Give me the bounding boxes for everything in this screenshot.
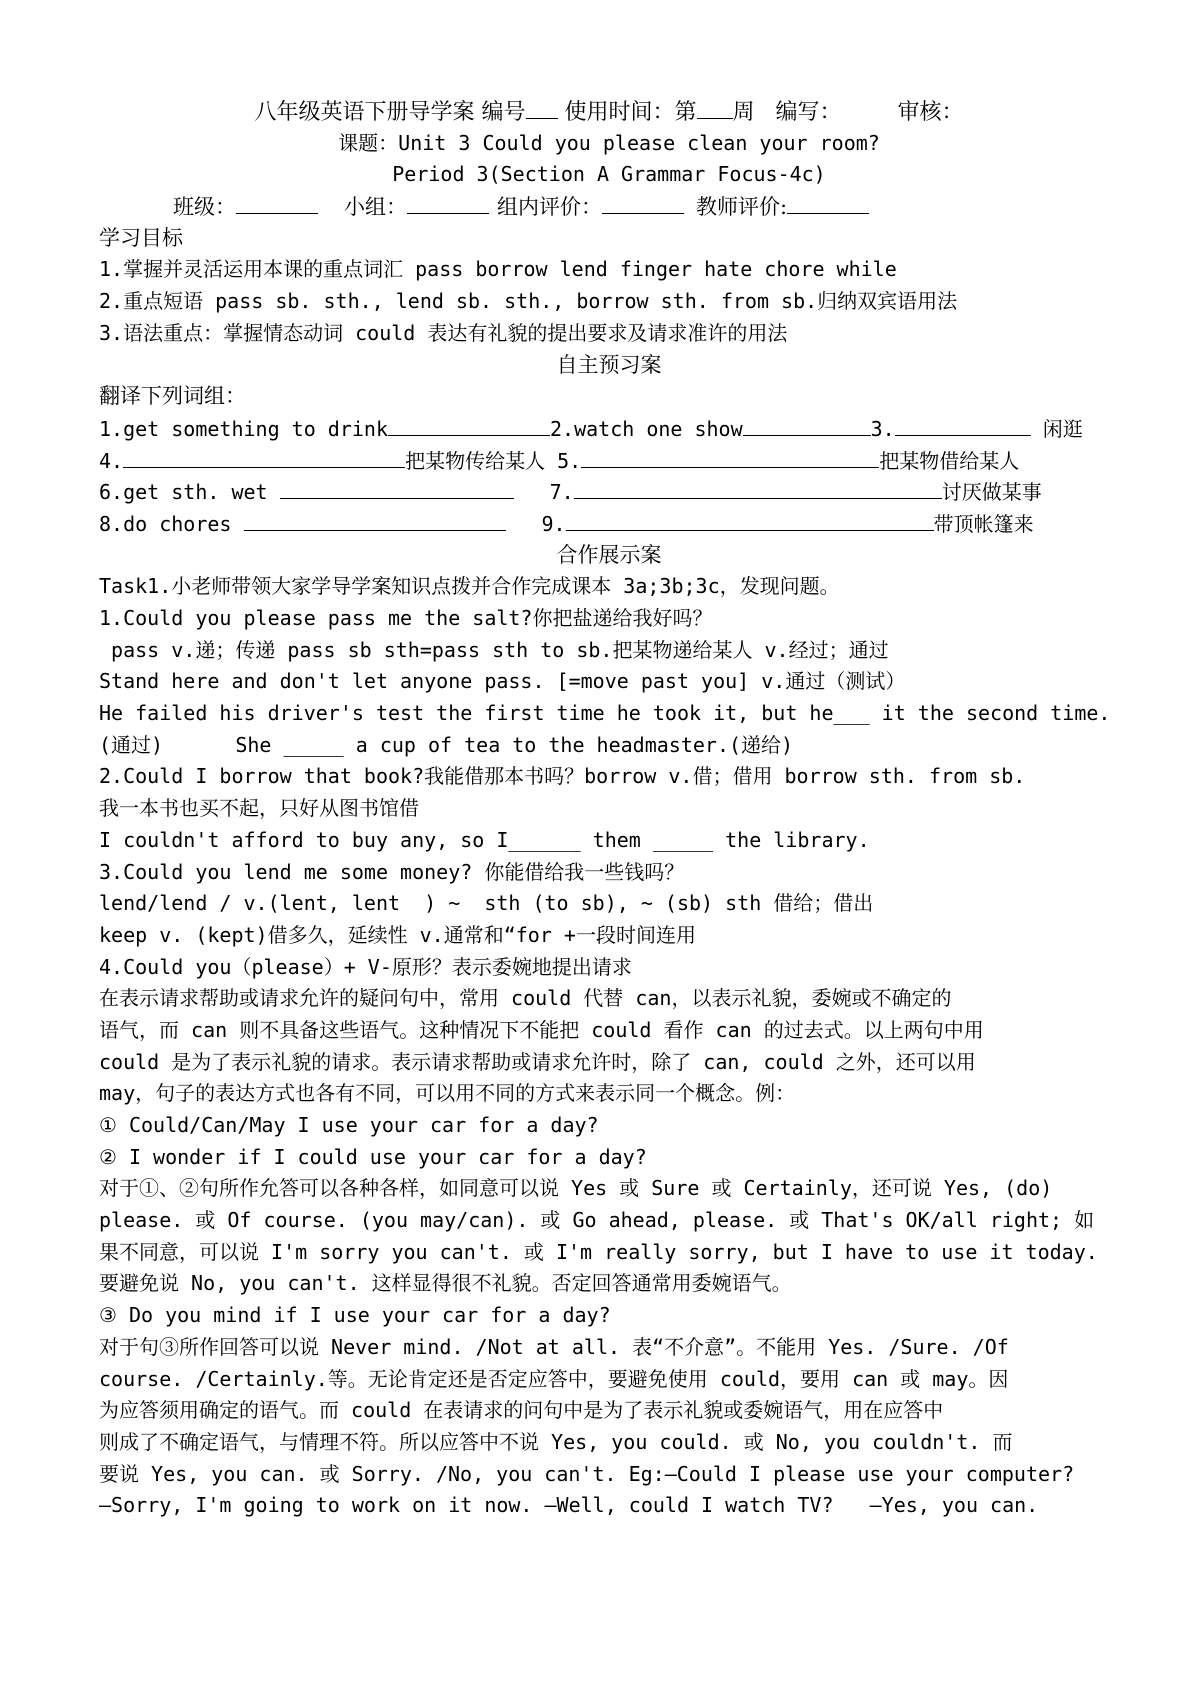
teacher-eval-label: 教师评价: xyxy=(696,195,788,220)
answer-blank xyxy=(581,445,879,468)
phrase-row-3 xyxy=(99,476,1119,508)
body-line: 要说 Yes, you can. 或 Sorry. /No, you can't. Eg:—Could I please use your computer? xyxy=(99,1461,1075,1486)
answer-blank xyxy=(244,508,506,531)
group-label: 小组： xyxy=(344,195,407,220)
body-line: He failed his driver's test the first time he took it, but he___ it the second time. xyxy=(99,701,1111,726)
answer-blank xyxy=(743,413,871,436)
answer-blank xyxy=(388,413,550,436)
phrase-row-1 xyxy=(99,413,1119,445)
body-line: ① Could/Can/May I use your car for a day? xyxy=(99,1113,599,1137)
objective-item: 2.重点短语 pass sb. sth., lend sb. sth., borrow sth. from sb.归纳双宾语用法 xyxy=(99,289,958,314)
body-line: 我一本书也买不起，只好从图书馆借 xyxy=(99,796,419,821)
answer-blank xyxy=(895,413,1031,436)
body-line: 在表示请求帮助或请求允许的疑问句中，常用 could 代替 can，以表示礼貌，委婉或不确定的 xyxy=(99,986,952,1011)
cooperation-heading: 合作展示案 xyxy=(556,542,662,567)
title-text: 周 编写： 审核： xyxy=(732,100,964,125)
class-blank xyxy=(236,191,318,214)
body-line: 1.Could you please pass me the salt?你把盐递给我好吗？ xyxy=(99,606,713,630)
group-blank xyxy=(407,191,489,214)
phrase-row-2 xyxy=(99,445,1119,477)
body-line: —Sorry, I'm going to work on it now. —Well, could I watch TV? —Yes, you can. xyxy=(99,1493,1039,1518)
preview-instruction: 翻译下列词组： xyxy=(99,384,246,409)
objectives-heading: 学习目标 xyxy=(99,225,183,250)
group-eval-blank xyxy=(602,191,684,214)
objective-item: 3.语法重点：掌握情态动词 could 表达有礼貌的提出要求及请求准许的用法 xyxy=(99,320,788,345)
body-line: keep v. (kept)借多久，延续性 v.通常和“for +一段时间连用 xyxy=(99,922,696,947)
body-line: 对于①、②句所作允答可以各种各样，如同意可以说 Yes 或 Sure 或 Certainly，还可说 Yes, (do) xyxy=(99,1176,1053,1201)
body-line: 果不同意，可以说 I'm sorry you can't. 或 I'm really sorry, but I have to use it today. xyxy=(99,1239,1098,1264)
phrase-item: 7. xyxy=(549,480,574,505)
body-line: I couldn't afford to buy any, so I______ them _____ the library. xyxy=(99,827,870,852)
phrase-item: 1.get something to drink xyxy=(99,416,388,441)
teacher-eval-blank xyxy=(787,191,869,214)
phrase-item: 3. xyxy=(870,416,895,441)
body-line: ② I wonder if I could use your car for a day? xyxy=(99,1144,647,1169)
body-line: (通过) She _____ a cup of tea to the headmaster.(递给) xyxy=(99,732,794,757)
worksheet-page xyxy=(99,96,1119,1522)
phrase-row-4 xyxy=(99,508,1119,540)
phrase-item: 4. xyxy=(99,448,124,473)
body-line: may，句子的表达方式也各有不同，可以用不同的方式来表示同一个概念。例： xyxy=(99,1081,796,1106)
body-line: 则成了不确定语气，与情理不符。所以应答中不说 Yes, you could. 或 No, you couldn't. 而 xyxy=(99,1429,1013,1454)
phrase-item: 8.do chores xyxy=(99,511,244,536)
answer-blank xyxy=(280,476,514,499)
body-line: 语气，而 can 则不具备这些语气。这种情况下不能把 could 看作 can 的过去式。以上两句中用 xyxy=(99,1017,984,1042)
phrase-item: 2.watch one show xyxy=(549,416,743,441)
phrase-item: 把某物传给某人 5. xyxy=(405,448,582,473)
phrase-item: 6.get sth. wet xyxy=(99,480,280,505)
body-line: course. /Certainly.等。无论肯定还是否定应答中，要避免使用 could，要用 can 或 may。因 xyxy=(99,1366,1009,1391)
number-blank xyxy=(526,96,558,119)
body-line: 对于句③所作回答可以说 Never mind. /Not at all. 表“不介意”。不能用 Yes. /Sure. /Of xyxy=(99,1334,1009,1359)
body-line: please. 或 Of course. (you may/can). 或 Go ahead, please. 或 That's OK/all right; 如 xyxy=(99,1208,1095,1233)
phrase-item: 带顶帐篷来 xyxy=(933,511,1034,536)
body-line: Stand here and don't let anyone pass. [=move past you] v.通过（测试） xyxy=(99,669,906,694)
body-line: 2.Could I borrow that book?我能借那本书吗？borrow v.借；借用 borrow sth. from sb. xyxy=(99,764,1026,789)
phrase-item: 讨厌做某事 xyxy=(941,480,1042,505)
body-line: pass v.递；传递 pass sb sth=pass sth to sb.把某物递给某人 v.经过；通过 xyxy=(99,637,889,662)
phrase-item: 9. xyxy=(541,511,566,536)
objective-item: 1.掌握并灵活运用本课的重点词汇 pass borrow lend finger hate chore while xyxy=(99,257,897,282)
week-blank xyxy=(697,96,733,119)
evaluation-row xyxy=(99,191,1119,223)
title-text: 八年级英语下册导学案 编号 xyxy=(254,100,526,125)
body-line: Task1.小老师带领大家学导学案知识点拨并合作完成课本 3a;3b;3c，发现问题。 xyxy=(99,574,840,599)
body-line: 4.Could you（please）+ V-原形？表示委婉地提出请求 xyxy=(99,954,632,979)
answer-blank xyxy=(123,445,405,468)
lesson-period: Period 3(Section A Grammar Focus-4c) xyxy=(392,162,826,187)
body-line: 为应答须用确定的语气。而 could 在表请求的问句中是为了表示礼貌或委婉语气，用在应答中 xyxy=(99,1398,944,1423)
answer-blank xyxy=(566,508,934,531)
body-line: lend/lend / v.(lent, lent ) ~ sth (to sb), ~ (sb) sth 借给；借出 xyxy=(99,891,874,916)
title-text: 使用时间：第 xyxy=(557,100,697,125)
body-line: 3.Could you lend me some money? 你能借给我一些钱吗？ xyxy=(99,859,685,884)
lesson-topic: 课题：Unit 3 Could you please clean your room? xyxy=(338,130,880,155)
body-line: ③ Do you mind if I use your car for a day? xyxy=(99,1303,611,1328)
body-line: 要避免说 No, you can't. 这样显得很不礼貌。否定回答通常用委婉语气。 xyxy=(99,1271,792,1296)
phrase-item: 把某物借给某人 xyxy=(879,448,1020,473)
body-line: could 是为了表示礼貌的请求。表示请求帮助或请求允许时，除了 can, could 之外，还可以用 xyxy=(99,1049,976,1074)
phrase-item: 闲逛 xyxy=(1030,416,1083,441)
group-eval-label: 组内评价： xyxy=(497,195,602,220)
preview-heading: 自主预习案 xyxy=(556,352,662,377)
answer-blank xyxy=(574,476,942,499)
class-label: 班级： xyxy=(173,195,236,220)
worksheet-title xyxy=(99,96,1119,128)
